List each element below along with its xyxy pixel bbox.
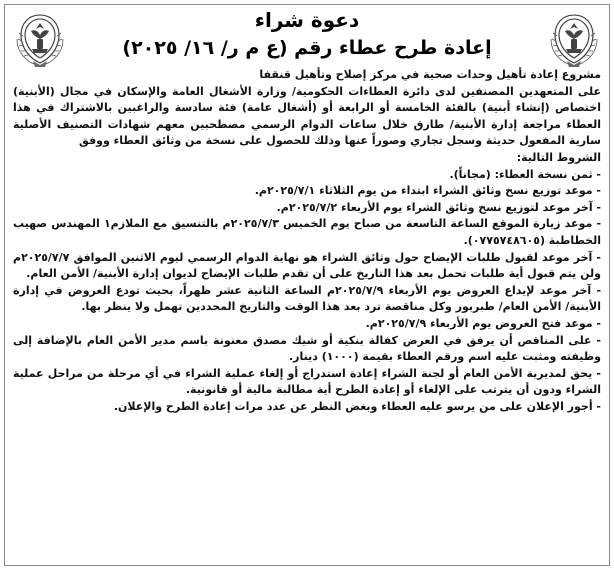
condition-item: - موعد فتح العروض يوم الأربعاء ٢٠٢٥/٧/٩م. [365, 316, 601, 330]
tender-notice [4, 4, 610, 566]
iraq-state-emblem-icon [545, 9, 603, 69]
tender-number-title: إعادة طرح عطاء رقم (ع م ر/ ١٦/ ٢٠٢٥) [122, 37, 492, 59]
condition-item: - موعد زيارة الموقع الساعة التاسعة من صباح يوم الخميس ٢٠٢٥/٧/٣م بالتنسيق مع الملازم١ المهندس صهيب الخطاطبة (٠٧٧٥٧٤٨٦٠٥). [13, 217, 602, 247]
condition-item: - آخر موعد لقبول طلبات الإيضاح حول وثائق الشراء هو نهاية الدوام الرسمي ليوم الاثنين الموافق ٢٠٢٥/٧/٧م ولن يتم قبول أية طلبات تحمل بعد هذا التاريخ على أن تقدم طلبات الإيضاح لديوان إدارة الأبنية/ الأمن العام. [13, 250, 601, 281]
condition-item: - يحق لمديرية الأمن العام أو لجنة الشراء إعادة استدراج أو إلغاء عملية الشراء في أي مرحلة من مراحل عملية الشراء ودون أن يترتب على الإلغاء أو إعادة الطرح أية مطالبة مالية أو قانونية. [13, 366, 601, 397]
condition-item: - موعد توزيع نسخ وثائق الشراء ابتداء من يوم الثلاثاء ٢٠٢٥/٧/١م. [254, 184, 601, 198]
condition-item: - على المناقص أن يرفق في العرض كفالة بنكية أو شيك مصدق معنونة باسم مدير الأمن العام بالإضافة إلى وظيفته ومثبت عليه اسم ورقم العطاء بقيمة (١٠٠٠) دينار. [13, 333, 601, 364]
condition-item: - آخر موعد لإيداع العروض يوم الأربعاء ٢٠٢٥/٧/٩م الساعة الثانية عشر ظهراً، بحيث تودع العروض في إدارة الأبنية/ الأمن العام/ طبربور وكل مناقصة ترد بعد هذا الوقت والتاريخ المحددين تهمل ولا ينظر بها. [13, 283, 602, 314]
project-name: مشروع إعادة تأهيل وحدات صحية في مركز إصلاح وتأهيل قنقفا [259, 68, 601, 81]
condition-item: - ثمن نسخة العطاء: (مجاناً). [449, 167, 601, 181]
conditions-list [13, 167, 601, 416]
notice-title: دعوة شراء [254, 8, 360, 32]
condition-item: - أجور الإعلان على من يرسو عليه العطاء وبغض النظر عن عدد مرات إعادة الطرح والإعلان. [113, 399, 601, 413]
conditions-title: الشروط التالية: [516, 150, 601, 164]
intro-paragraph: على المتعهدين المصنفين لدى دائرة العطاءات الحكومية/ وزارة الأشغال العامة والإسكان في مجال (الأبنية) اختصاص (إنشاء أبنية) بالفئة الخامسة أو الرابعة أو (أشغال عامة) فئة سادسة والراغبين بالاشتراك في هذا العطاء مراجعة إدارة الأبنية/ طارق خلال ساعات الدوام الرسمي مصطحبين معهم شهادات التصنيف الأصلية سارية المفعول حديثة وسجل تجاري وصوراً عنها وذلك للحصول على نسخة من وثائق العطاء ووفق [13, 84, 601, 148]
title-block [75, 7, 539, 61]
notice-header [5, 5, 609, 75]
notice-body [13, 67, 601, 415]
condition-item: - آخر موعد لتوزيع نسخ وثائق الشراء يوم الأربعاء ٢٠٢٥/٧/٢م. [276, 200, 601, 214]
iraq-state-emblem-icon [11, 9, 69, 69]
